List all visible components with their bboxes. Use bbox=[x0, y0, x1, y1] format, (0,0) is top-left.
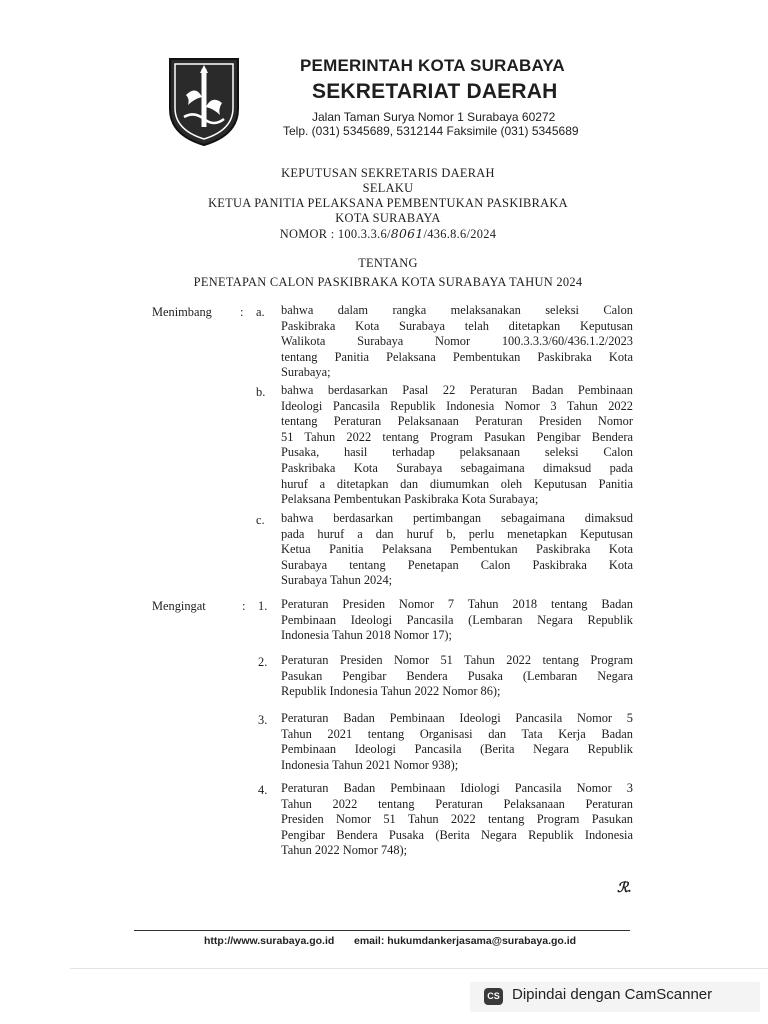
footer-divider bbox=[134, 930, 630, 931]
clause-line: Pembinaan Ideologi Pancasila (Berita Negara Republik bbox=[281, 742, 633, 757]
clause-line: Indonesia Tahun 2018 Nomor 17); bbox=[281, 628, 452, 643]
clause-line: huruf a ditetapkan dan diumumkan oleh Keputusan Panitia bbox=[281, 476, 633, 491]
clause-line: pada huruf a dan huruf b, perlu menetapkan Keputusan bbox=[281, 526, 633, 541]
footer-email: email: hukumdankerjasama@surabaya.go.id bbox=[354, 935, 577, 947]
decree-title-line3: KETUA PANITIA PELAKSANA PEMBENTUKAN PASKIBRAKA bbox=[208, 196, 568, 210]
mengingat-marker-3: 3. bbox=[258, 713, 268, 727]
clause-line: Pelaksana Pembentukan Paskibraka Kota Surabaya; bbox=[281, 492, 539, 507]
paraf-initials: ℛ. bbox=[617, 881, 632, 896]
menimbang-marker-a: a. bbox=[256, 305, 265, 319]
clause-line: Surabaya; bbox=[281, 365, 331, 380]
clause-line: tentang Peraturan Pelaksanaan Peraturan Presiden Nomor bbox=[281, 414, 633, 429]
mengingat-label: Mengingat bbox=[152, 599, 206, 613]
menimbang-label: Menimbang bbox=[152, 305, 212, 319]
decree-number-prefix: NOMOR : 100.3.3.6/ bbox=[279, 227, 391, 241]
clause-line: bahwa berdasarkan Pasal 22 Peraturan Badan Pembinaan bbox=[281, 383, 633, 397]
decree-title-line2: SELAKU bbox=[362, 181, 414, 195]
camscanner-label: Dipindai dengan CamScanner bbox=[512, 986, 713, 1003]
clause-line: 51 Tahun 2022 tentang Program Pasukan Pengibar Bendera bbox=[281, 429, 633, 444]
surabaya-crest-icon bbox=[166, 55, 242, 147]
mengingat-clause-4 bbox=[281, 781, 633, 859]
clause-line: Peraturan Presiden Nomor 51 Tahun 2022 tentang Program bbox=[281, 653, 633, 667]
decree-title-line4: KOTA SURABAYA bbox=[335, 211, 441, 225]
clause-line: Walikota Surabaya Nomor 100.3.3.3/60/436.1.2/2023 bbox=[281, 334, 633, 349]
clause-line: Tahun 2022 tentang Peraturan Pelaksanaan Peraturan bbox=[281, 796, 633, 811]
mengingat-colon: : bbox=[242, 599, 246, 613]
clause-line: Ketua Panitia Pelaksana Pembentukan Paskibraka Kota bbox=[281, 542, 633, 557]
clause-line: Ideologi Pancasila Republik Indonesia Nomor 3 Tahun 2022 bbox=[281, 398, 633, 413]
clause-line: Tahun 2022 Nomor 748); bbox=[281, 843, 408, 858]
mengingat-marker-4: 4. bbox=[258, 783, 268, 797]
clause-line: bahwa berdasarkan pertimbangan sebagaimana dimaksud bbox=[281, 511, 633, 525]
clause-line: Pusaka, hasil terhadap pelaksanaan seleksi Calon bbox=[281, 445, 633, 460]
menimbang-clause-b bbox=[281, 383, 633, 508]
clause-line: Paskibraka Kota Surabaya telah ditetapkan Keputusan bbox=[281, 318, 633, 333]
menimbang-clause-a bbox=[281, 303, 633, 381]
clause-line: Peraturan Presiden Nomor 7 Tahun 2018 tentang Badan bbox=[281, 597, 633, 611]
menimbang-marker-b: b. bbox=[256, 385, 266, 399]
decree-number-suffix: /436.8.6/2024 bbox=[423, 227, 497, 241]
decree-number-handwritten: 8061 bbox=[390, 226, 424, 241]
mengingat-clause-1 bbox=[281, 597, 633, 644]
clause-line: Peraturan Badan Pembinaan Idiologi Pancasila Nomor 3 bbox=[281, 781, 633, 795]
clause-line: Pasukan Pengibar Bendera Pusaka (Lembaran Negara bbox=[281, 668, 633, 683]
clause-line: Republik Indonesia Tahun 2022 Nomor 86); bbox=[281, 684, 501, 699]
menimbang-clause-c bbox=[281, 511, 633, 589]
letterhead-office: SEKRETARIAT DAERAH bbox=[312, 80, 558, 103]
menimbang-colon: : bbox=[240, 305, 244, 319]
decree-subject: PENETAPAN CALON PASKIBRAKA KOTA SURABAYA TAHUN 2024 bbox=[193, 275, 583, 289]
mengingat-marker-1: 1. bbox=[258, 599, 268, 613]
clause-line: Surabaya tentang Penetapan Calon Paskibraka Kota bbox=[281, 557, 633, 572]
decree-title-line1: KEPUTUSAN SEKRETARIS DAERAH bbox=[281, 166, 495, 180]
decree-number bbox=[150, 226, 626, 242]
letterhead-government: PEMERINTAH KOTA SURABAYA bbox=[300, 56, 565, 75]
clause-line: Peraturan Badan Pembinaan Ideologi Pancasila Nomor 5 bbox=[281, 711, 633, 725]
clause-line: Indonesia Tahun 2021 Nomor 938); bbox=[281, 757, 459, 772]
camscanner-logo-icon: CS bbox=[484, 988, 503, 1005]
clause-line: Pengibar Bendera Pusaka (Berita Negara Republik Indonesia bbox=[281, 827, 633, 842]
menimbang-marker-c: c. bbox=[256, 513, 265, 527]
footer-website: http://www.surabaya.go.id bbox=[204, 935, 335, 947]
clause-line: Paskribaka Kota Surabaya sebagaimana dimaksud pada bbox=[281, 460, 633, 475]
clause-line: Presiden Nomor 51 Tahun 2022 tentang Program Pasukan bbox=[281, 812, 633, 827]
letterhead-phone: Telp. (031) 5345689, 5312144 Faksimile (031) 5345689 bbox=[283, 124, 579, 138]
clause-line: Tahun 2021 tentang Organisasi dan Tata Kerja Badan bbox=[281, 726, 633, 741]
mengingat-clause-3 bbox=[281, 711, 633, 773]
letterhead-address: Jalan Taman Surya Nomor 1 Surabaya 60272 bbox=[312, 110, 556, 124]
mengingat-clause-2 bbox=[281, 653, 633, 700]
clause-line: Surabaya Tahun 2024; bbox=[281, 573, 393, 588]
mengingat-marker-2: 2. bbox=[258, 655, 268, 669]
clause-line: tentang Panitia Pelaksana Pembentukan Paskibraka Kota bbox=[281, 349, 633, 364]
decree-tentang: TENTANG bbox=[358, 256, 418, 270]
clause-line: bahwa dalam rangka melaksanakan seleksi Calon bbox=[281, 303, 633, 317]
clause-line: Pembinaan Ideologi Pancasila (Lembaran Negara Republik bbox=[281, 612, 633, 627]
scan-edge-line bbox=[70, 968, 768, 969]
